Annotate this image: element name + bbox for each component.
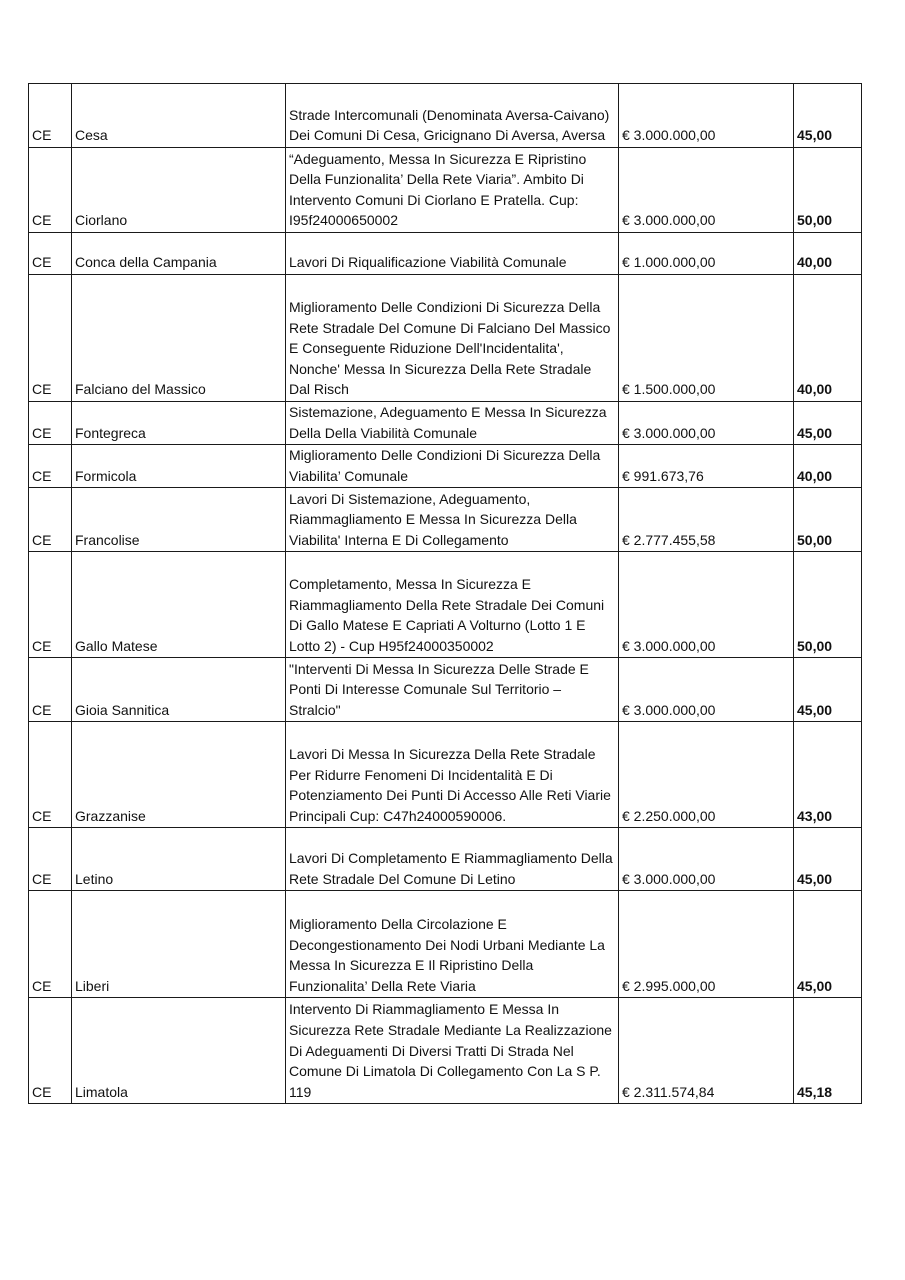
comune-cell: Francolise xyxy=(72,488,286,552)
importo-cell: € 3.000.000,00 xyxy=(619,84,794,148)
comune-cell: Falciano del Massico xyxy=(72,275,286,402)
table-row xyxy=(29,402,862,445)
descrizione-cell: Lavori Di Sistemazione, Adeguamento, Riammagliamento E Messa In Sicurezza Della Viabilita' Interna E Di Collegamento xyxy=(286,488,619,552)
provincia-cell: CE xyxy=(29,658,72,722)
provincia-cell: CE xyxy=(29,828,72,891)
importo-cell: € 3.000.000,00 xyxy=(619,828,794,891)
comune-cell: Formicola xyxy=(72,445,286,488)
punteggio-cell: 45,18 xyxy=(794,998,862,1104)
table-row xyxy=(29,722,862,828)
table-row xyxy=(29,233,862,275)
table-row xyxy=(29,275,862,402)
provincia-cell: CE xyxy=(29,233,72,275)
provincia-cell: CE xyxy=(29,275,72,402)
provincia-cell: CE xyxy=(29,402,72,445)
provincia-cell: CE xyxy=(29,722,72,828)
descrizione-cell: Miglioramento Delle Condizioni Di Sicurezza Della Rete Stradale Del Comune Di Falciano Del Massico E Conseguente Riduzione Dell'Incidentalita', Nonche' Messa In Sicurezza Della Rete Stradale Dal Risch xyxy=(286,275,619,402)
comune-cell: Letino xyxy=(72,828,286,891)
table-row xyxy=(29,998,862,1104)
punteggio-cell: 50,00 xyxy=(794,488,862,552)
descrizione-cell: Lavori Di Messa In Sicurezza Della Rete Stradale Per Ridurre Fenomeni Di Incidentalità E Di Potenziamento Dei Punti Di Accesso Alle Reti Viarie Principali Cup: C47h24000590006. xyxy=(286,722,619,828)
punteggio-cell: 45,00 xyxy=(794,402,862,445)
table-row xyxy=(29,658,862,722)
importo-cell: € 2.311.574,84 xyxy=(619,998,794,1104)
table-row xyxy=(29,445,862,488)
descrizione-cell: Completamento, Messa In Sicurezza E Riammagliamento Della Rete Stradale Dei Comuni Di Gallo Matese E Capriati A Volturno (Lotto 1 E Lotto 2) - Cup H95f24000350002 xyxy=(286,552,619,658)
descrizione-cell: Miglioramento Delle Condizioni Di Sicurezza Della Viabilita’ Comunale xyxy=(286,445,619,488)
descrizione-cell: Lavori Di Completamento E Riammagliamento Della Rete Stradale Del Comune Di Letino xyxy=(286,828,619,891)
punteggio-cell: 50,00 xyxy=(794,552,862,658)
table-row xyxy=(29,488,862,552)
importo-cell: € 3.000.000,00 xyxy=(619,552,794,658)
punteggio-cell: 45,00 xyxy=(794,658,862,722)
comune-cell: Gallo Matese xyxy=(72,552,286,658)
descrizione-cell: Miglioramento Della Circolazione E Decongestionamento Dei Nodi Urbani Mediante La Messa In Sicurezza E Il Ripristino Della Funzionalita’ Della Rete Viaria xyxy=(286,891,619,998)
table-row xyxy=(29,891,862,998)
table-row xyxy=(29,552,862,658)
table-row xyxy=(29,828,862,891)
provincia-cell: CE xyxy=(29,891,72,998)
comune-cell: Cesa xyxy=(72,84,286,148)
comune-cell: Conca della Campania xyxy=(72,233,286,275)
comune-cell: Limatola xyxy=(72,998,286,1104)
importo-cell: € 1.000.000,00 xyxy=(619,233,794,275)
punteggio-cell: 45,00 xyxy=(794,84,862,148)
table-row xyxy=(29,84,862,148)
table-row xyxy=(29,148,862,233)
provincia-cell: CE xyxy=(29,552,72,658)
importo-cell: € 3.000.000,00 xyxy=(619,658,794,722)
descrizione-cell: "Interventi Di Messa In Sicurezza Delle Strade E Ponti Di Interesse Comunale Sul Territorio – Stralcio" xyxy=(286,658,619,722)
punteggio-cell: 40,00 xyxy=(794,445,862,488)
provincia-cell: CE xyxy=(29,488,72,552)
punteggio-cell: 50,00 xyxy=(794,148,862,233)
punteggio-cell: 40,00 xyxy=(794,233,862,275)
descrizione-cell: “Adeguamento, Messa In Sicurezza E Ripristino Della Funzionalita’ Della Rete Viaria”. Ambito Di Intervento Comuni Di Ciorlano E Pratella. Cup: I95f24000650002 xyxy=(286,148,619,233)
funding-table xyxy=(28,83,862,1104)
comune-cell: Gioia Sannitica xyxy=(72,658,286,722)
provincia-cell: CE xyxy=(29,84,72,148)
punteggio-cell: 40,00 xyxy=(794,275,862,402)
comune-cell: Grazzanise xyxy=(72,722,286,828)
importo-cell: € 1.500.000,00 xyxy=(619,275,794,402)
comune-cell: Liberi xyxy=(72,891,286,998)
descrizione-cell: Lavori Di Riqualificazione Viabilità Comunale xyxy=(286,233,619,275)
importo-cell: € 2.995.000,00 xyxy=(619,891,794,998)
provincia-cell: CE xyxy=(29,998,72,1104)
punteggio-cell: 45,00 xyxy=(794,891,862,998)
descrizione-cell: Sistemazione, Adeguamento E Messa In Sicurezza Della Della Viabilità Comunale xyxy=(286,402,619,445)
comune-cell: Fontegreca xyxy=(72,402,286,445)
importo-cell: € 2.777.455,58 xyxy=(619,488,794,552)
importo-cell: € 2.250.000,00 xyxy=(619,722,794,828)
importo-cell: € 3.000.000,00 xyxy=(619,402,794,445)
punteggio-cell: 45,00 xyxy=(794,828,862,891)
punteggio-cell: 43,00 xyxy=(794,722,862,828)
importo-cell: € 991.673,76 xyxy=(619,445,794,488)
provincia-cell: CE xyxy=(29,148,72,233)
provincia-cell: CE xyxy=(29,445,72,488)
importo-cell: € 3.000.000,00 xyxy=(619,148,794,233)
comune-cell: Ciorlano xyxy=(72,148,286,233)
descrizione-cell: Strade Intercomunali (Denominata Aversa-Caivano) Dei Comuni Di Cesa, Gricignano Di Aversa, Aversa xyxy=(286,84,619,148)
descrizione-cell: Intervento Di Riammagliamento E Messa In Sicurezza Rete Stradale Mediante La Realizzazione Di Adeguamenti Di Diversi Tratti Di Strada Nel Comune Di Limatola Di Collegamento Con La S P. 119 xyxy=(286,998,619,1104)
